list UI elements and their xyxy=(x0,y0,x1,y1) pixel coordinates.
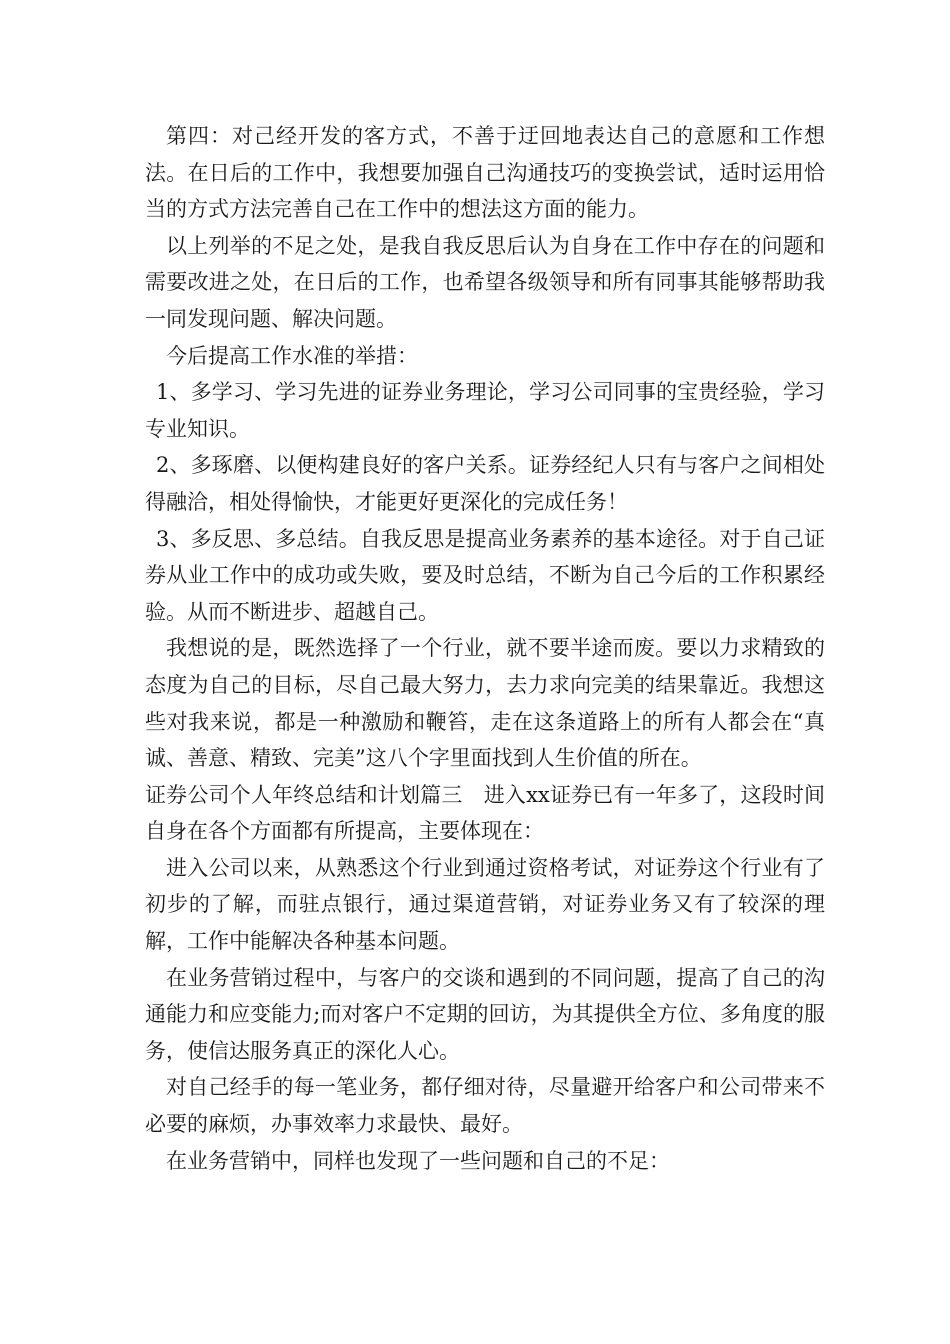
paragraph-joining-company: 进入公司以来，从熟悉这个行业到通过资格考试，对证券这个行业有了初步的了解，而驻点银行，通过渠道营销，对证券业务又有了较深的理解，工作中能解决各种基本问题。 xyxy=(145,855,825,954)
paragraph-shortcomings-summary: 以上列举的不足之处，是我自我反思后认为自身在工作中存在的问题和需要改进之处，在日后的工作，也希望各级领导和所有同事其能够帮助我一同发现问题、解决问题。 xyxy=(145,233,825,331)
document-body xyxy=(145,118,825,1179)
paragraph-closing-thoughts: 我想说的是，既然选择了一个行业，就不要半途而废。要以力求精致的态度为自己的目标，尽自己最大努力，去力求向完美的结果靠近。我想这些对我来说，都是一种激励和鞭笞，走在这条道路上的所有人都会在“真诚、善意、精致、完美”这八个字里面找到人生价值的所在。 xyxy=(145,636,825,771)
paragraph-measures-heading: 今后提高工作水准的举措： xyxy=(166,343,418,368)
paragraph-fourth-point: 第四：对己经开发的客方式，不善于迂回地表达自己的意愿和工作想法。在日后的工作中，我想要加强自己沟通技巧的变换尝试，适时运用恰当的方式方法完善自己在工作中的想法这方面的能力。 xyxy=(145,124,825,222)
paragraph-marketing-process: 在业务营销过程中，与客户的交谈和遇到的不同问题，提高了自己的沟通能力和应变能力;而对客户不定期的回访，为其提供全方位、多角度的服务，使信达服务真正的深化人心。 xyxy=(145,965,825,1063)
paragraph-measure-2: 2、多琢磨、以便构建良好的客户关系。证券经纪人只有与客户之间相处得融洽，相处得愉快，才能更好更深化的完成任务！ xyxy=(145,453,825,514)
paragraph-measure-1: 1、多学习、学习先进的证券业务理论，学习公司同事的宝贵经验，学习专业知识。 xyxy=(145,380,825,441)
paragraph-problems-found: 在业务营销中，同样也发现了一些问题和自己的不足： xyxy=(166,1148,670,1173)
paragraph-measure-3: 3、多反思、多总结。自我反思是提高业务素养的基本途径。对于自己证券从业工作中的成功或失败，要及时总结，不断为自己今后的工作积累经验。从而不断进步、超越自己。 xyxy=(145,526,825,624)
paragraph-section-three-title: 证券公司个人年终总结和计划篇三 进入xx证券已有一年多了，这段时间自身在各个方面都有所提高，主要体现在： xyxy=(145,782,825,844)
paragraph-business-handling: 对自己经手的每一笔业务，都仔细对待，尽量避开给客户和公司带来不必要的麻烦，办事效率力求最快、最好。 xyxy=(145,1075,825,1137)
